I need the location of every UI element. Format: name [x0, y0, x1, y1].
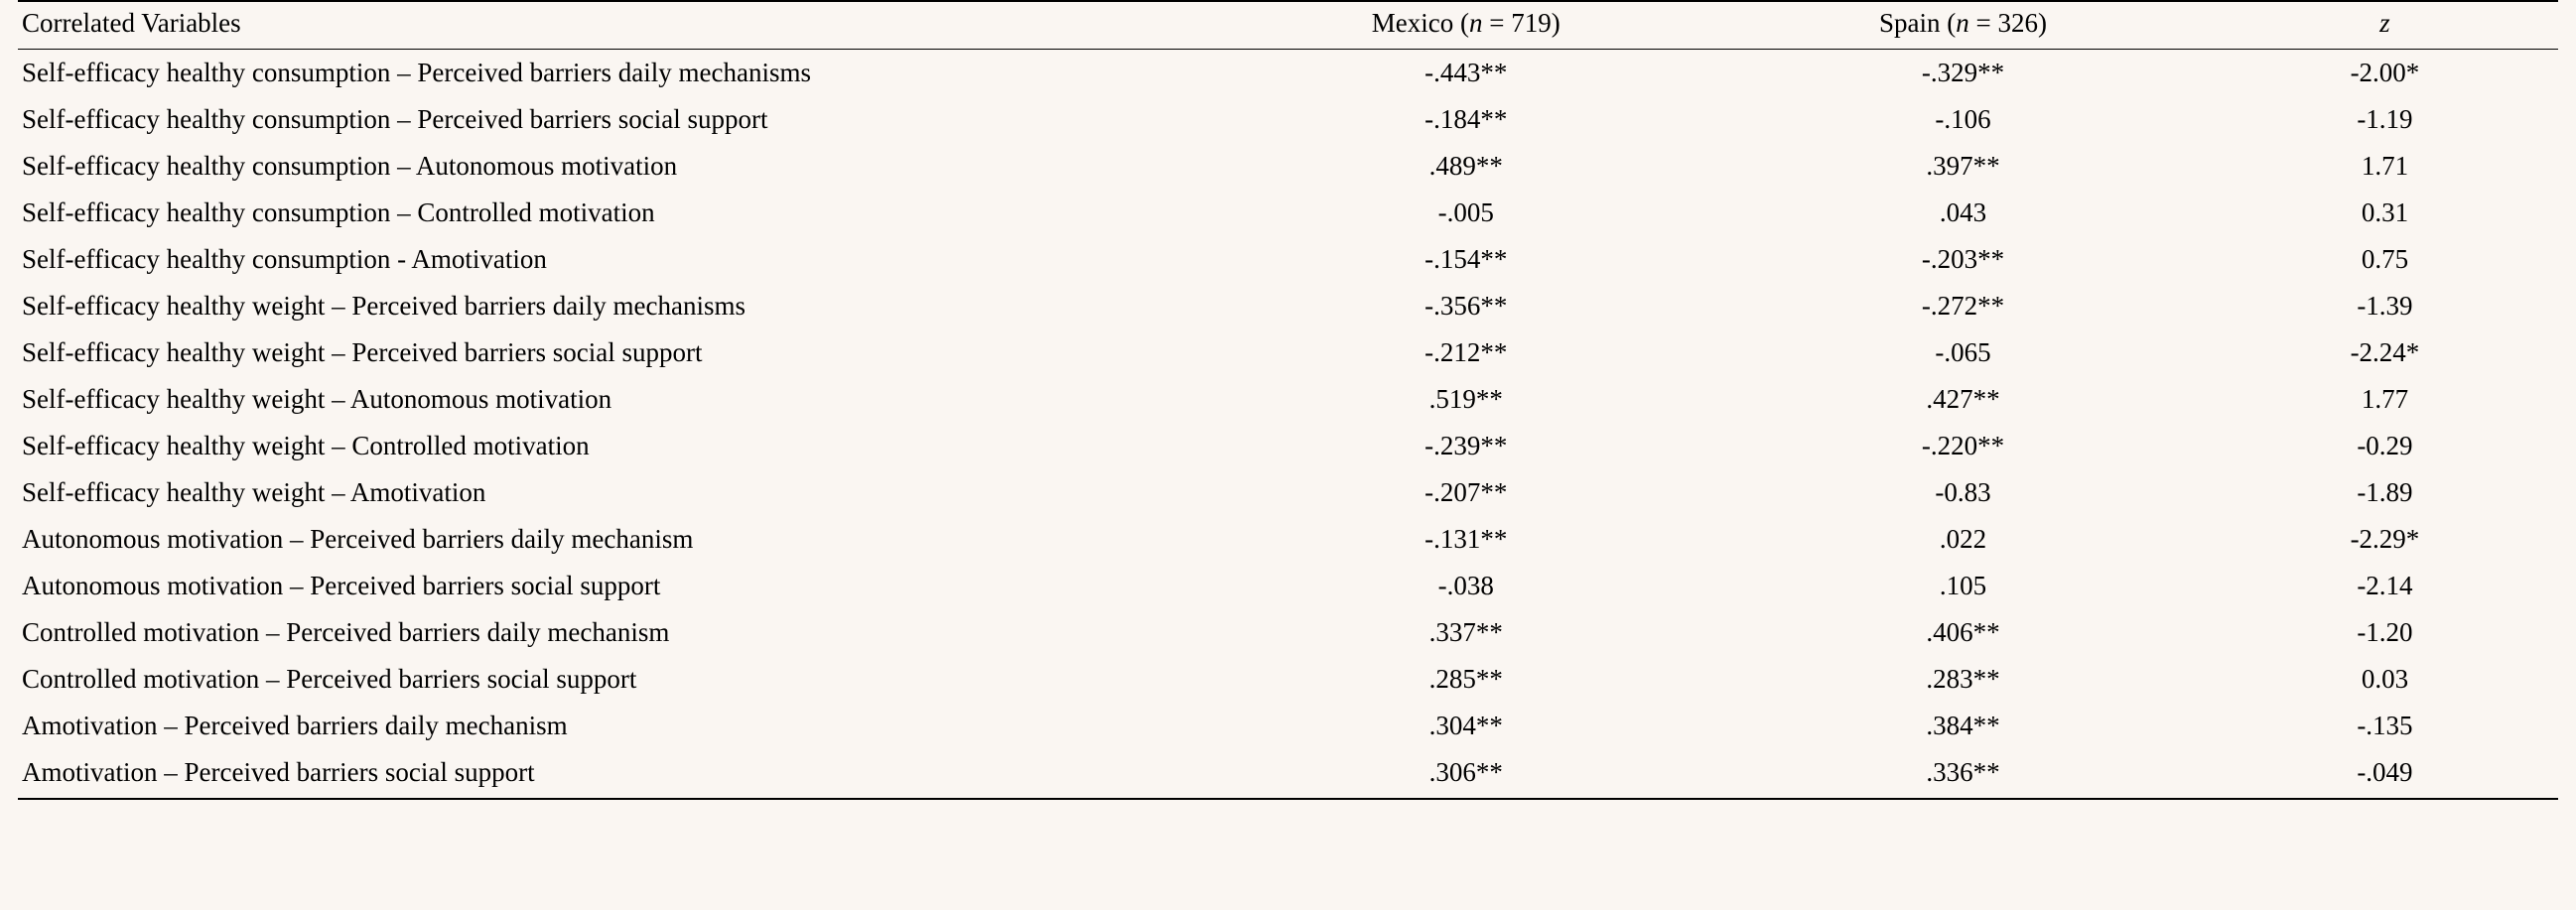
table-row — [18, 656, 2558, 703]
cell-variables: Controlled motivation – Perceived barriers social support — [22, 664, 637, 694]
table-row — [18, 283, 2558, 329]
cell-z: 1.71 — [2361, 151, 2409, 181]
cell-z: -1.20 — [2357, 617, 2413, 647]
cell-variables: Self-efficacy healthy weight – Perceived barriers daily mechanisms — [22, 291, 746, 321]
cell-z: -1.89 — [2357, 477, 2413, 507]
cell-z: 1.77 — [2361, 384, 2409, 414]
cell-mexico: -.239** — [1424, 431, 1508, 460]
table-row — [18, 469, 2558, 516]
cell-variables: Self-efficacy healthy weight – Controlled motivation — [22, 431, 590, 460]
spain-prefix: Spain ( — [1879, 8, 1957, 38]
cell-mexico: -.005 — [1437, 197, 1494, 227]
cell-variables: Self-efficacy healthy weight – Perceived barriers social support — [22, 337, 703, 367]
table-row — [18, 703, 2558, 749]
cell-spain: -.220** — [1921, 431, 2005, 460]
cell-spain: .022 — [1939, 524, 1987, 554]
cell-variables: Autonomous motivation – Perceived barriers social support — [22, 571, 661, 600]
correlation-table — [18, 0, 2558, 800]
cell-variables: Controlled motivation – Perceived barriers daily mechanism — [22, 617, 670, 647]
column-header-spain — [1714, 1, 2212, 50]
cell-z: -2.29* — [2350, 524, 2420, 554]
cell-spain: -.272** — [1921, 291, 2005, 321]
column-header-z: z — [2212, 1, 2558, 50]
cell-spain: .397** — [1926, 151, 2000, 181]
table-row — [18, 96, 2558, 143]
cell-variables: Self-efficacy healthy consumption – Perceived barriers social support — [22, 104, 768, 134]
cell-variables: Autonomous motivation – Perceived barriers daily mechanism — [22, 524, 694, 554]
cell-variables: Self-efficacy healthy consumption – Perceived barriers daily mechanisms — [22, 58, 811, 87]
cell-mexico: .337** — [1428, 617, 1503, 647]
cell-variables: Self-efficacy healthy consumption – Autonomous motivation — [22, 151, 678, 181]
table-row — [18, 50, 2558, 97]
spain-n-symbol: n — [1956, 8, 1969, 38]
column-header-mexico — [1217, 1, 1714, 50]
table-row — [18, 563, 2558, 609]
cell-mexico: -.184** — [1424, 104, 1508, 134]
cell-variables: Self-efficacy healthy consumption - Amotivation — [22, 244, 547, 274]
mexico-suffix: = 719) — [1482, 8, 1560, 38]
cell-spain: .336** — [1714, 749, 2212, 799]
table-row — [18, 376, 2558, 423]
cell-z: 0.75 — [2361, 244, 2409, 274]
mexico-n-symbol: n — [1469, 8, 1483, 38]
cell-mexico: -.207** — [1424, 477, 1508, 507]
table-row — [18, 749, 2558, 799]
column-header-spain-text — [1879, 8, 2047, 38]
cell-spain: -0.83 — [1935, 477, 1991, 507]
cell-z: -2.24* — [2350, 337, 2420, 367]
mexico-prefix: Mexico ( — [1371, 8, 1470, 38]
cell-spain: -.106 — [1935, 104, 1991, 134]
table-header — [18, 1, 2558, 50]
cell-mexico: -.212** — [1424, 337, 1508, 367]
cell-mexico: .304** — [1428, 711, 1503, 740]
spain-suffix: = 326) — [1968, 8, 2047, 38]
table-row — [18, 423, 2558, 469]
cell-spain: .427** — [1926, 384, 2000, 414]
cell-spain: -.203** — [1921, 244, 2005, 274]
cell-spain: .105 — [1939, 571, 1987, 600]
cell-mexico: .519** — [1428, 384, 1503, 414]
cell-variables: Self-efficacy healthy weight – Amotivation — [22, 477, 486, 507]
cell-mexico: .285** — [1428, 664, 1503, 694]
cell-z: -.049 — [2212, 749, 2558, 799]
cell-spain: .043 — [1939, 197, 1987, 227]
cell-z: -1.19 — [2357, 104, 2413, 134]
table-row — [18, 190, 2558, 236]
cell-z: -1.39 — [2357, 291, 2413, 321]
cell-z: -.135 — [2357, 711, 2413, 740]
cell-mexico: -.443** — [1424, 58, 1508, 87]
cell-spain: -.329** — [1921, 58, 2005, 87]
cell-variables: Self-efficacy healthy consumption – Controlled motivation — [22, 197, 655, 227]
cell-mexico: .489** — [1428, 151, 1503, 181]
cell-spain: .406** — [1926, 617, 2000, 647]
cell-z: -2.00* — [2350, 58, 2420, 87]
cell-z: 0.31 — [2361, 197, 2409, 227]
cell-z: -2.14 — [2357, 571, 2413, 600]
table-header-row — [18, 1, 2558, 50]
cell-z: 0.03 — [2361, 664, 2409, 694]
cell-spain: .384** — [1926, 711, 2000, 740]
table-row — [18, 329, 2558, 376]
cell-mexico: .306** — [1217, 749, 1714, 799]
table-row — [18, 236, 2558, 283]
cell-spain: .283** — [1926, 664, 2000, 694]
column-header-mexico-text — [1372, 8, 1560, 38]
cell-mexico: -.356** — [1424, 291, 1508, 321]
table-row — [18, 143, 2558, 190]
cell-spain: -.065 — [1935, 337, 1991, 367]
column-header-variables: Correlated Variables — [18, 1, 1217, 50]
cell-mexico: -.038 — [1437, 571, 1494, 600]
table-body — [18, 50, 2558, 800]
table-row — [18, 609, 2558, 656]
cell-variables: Self-efficacy healthy weight – Autonomous motivation — [22, 384, 612, 414]
cell-variables: Amotivation – Perceived barriers daily mechanism — [22, 711, 568, 740]
table-row — [18, 516, 2558, 563]
cell-mexico: -.131** — [1424, 524, 1508, 554]
cell-variables: Amotivation – Perceived barriers social support — [18, 749, 1217, 799]
cell-z: -0.29 — [2357, 431, 2413, 460]
cell-mexico: -.154** — [1424, 244, 1508, 274]
